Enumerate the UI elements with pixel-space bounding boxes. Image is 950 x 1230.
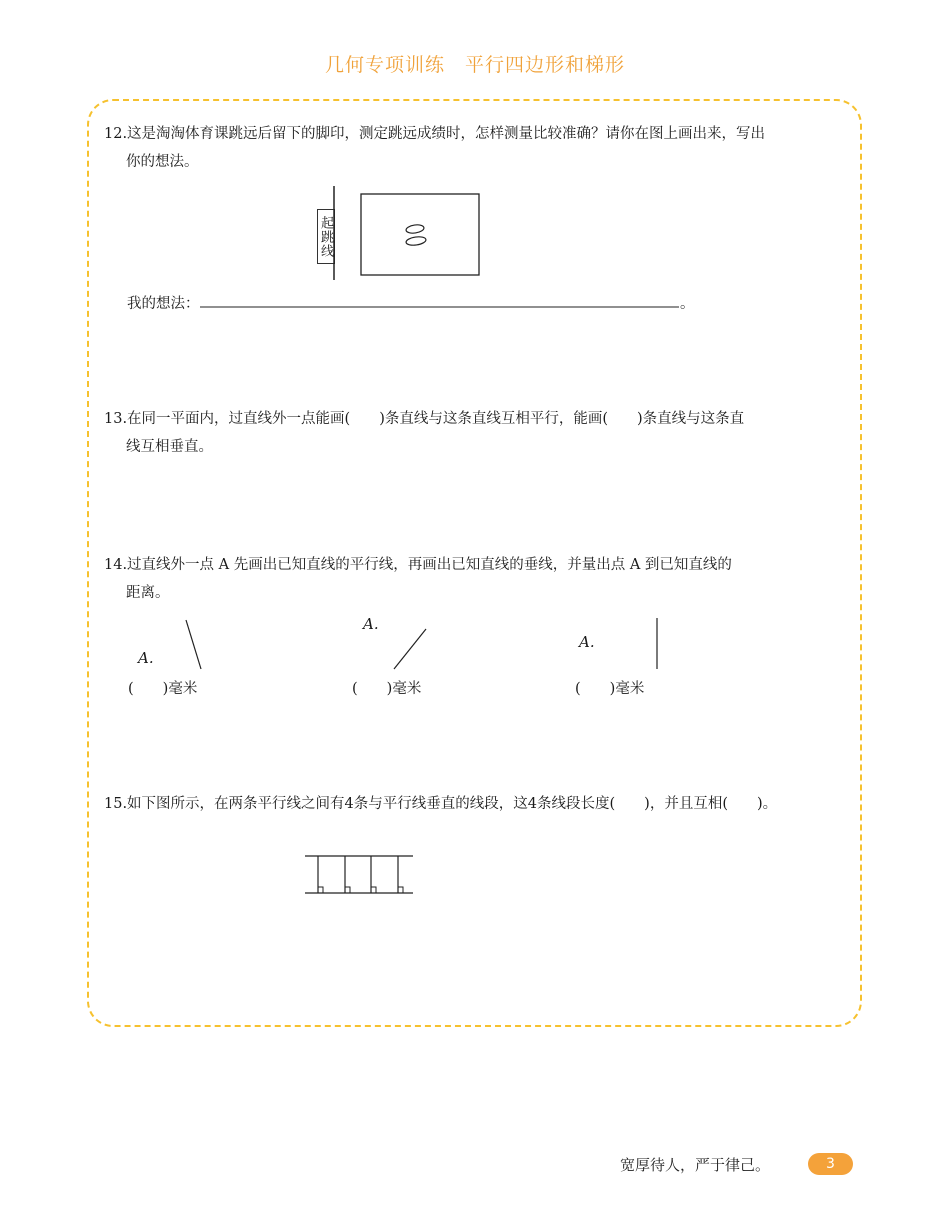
question-13-line-2: 线互相垂直。 [126,439,213,455]
point-a-2: A. [363,615,379,633]
question-15-line-1: 15.如下图所示，在两条平行线之间有4条与平行线垂直的线段，这4条线段长度( )，并且互相( )。 [104,796,778,812]
point-a-3: A. [579,633,595,651]
distance-answer-2: ( )毫米 [352,681,422,697]
footer-motto: 宽厚待人，严于律己。 [620,1156,771,1174]
question-14-line-1: 14.过直线外一点 A 先画出已知直线的平行线，再画出已知直线的垂线，并量出点 A 到已知直线的 [104,557,732,573]
question-14-line-2: 距离。 [126,585,170,601]
question-12-line-2: 你的想法。 [126,154,199,170]
distance-answer-3: ( )毫米 [575,681,645,697]
right-angle-mark-1 [318,887,323,893]
page-title: 几何专项训练 平行四边形和梯形 [324,54,625,76]
right-angle-mark-3 [371,887,376,893]
distance-answer-1: ( )毫米 [128,681,198,697]
page-number-badge: 3 [808,1153,853,1175]
answer-end-mark: 。 [680,296,695,312]
point-a-1: A. [138,649,154,667]
right-angle-mark-2 [345,887,350,893]
question-13-line-1: 13.在同一平面内，过直线外一点能画( )条直线与这条直线互相平行，能画( )条直线与这条直 [104,411,745,427]
question-12-line-1: 12.这是淘淘体育课跳远后留下的脚印，测定跳远成绩时，怎样测量比较准确？请你在图上画出来，写出 [104,126,766,142]
right-angle-mark-4 [398,887,403,893]
start-line-label-box: 起跳线 [317,209,335,264]
answer-label: 我的想法： [127,296,200,312]
